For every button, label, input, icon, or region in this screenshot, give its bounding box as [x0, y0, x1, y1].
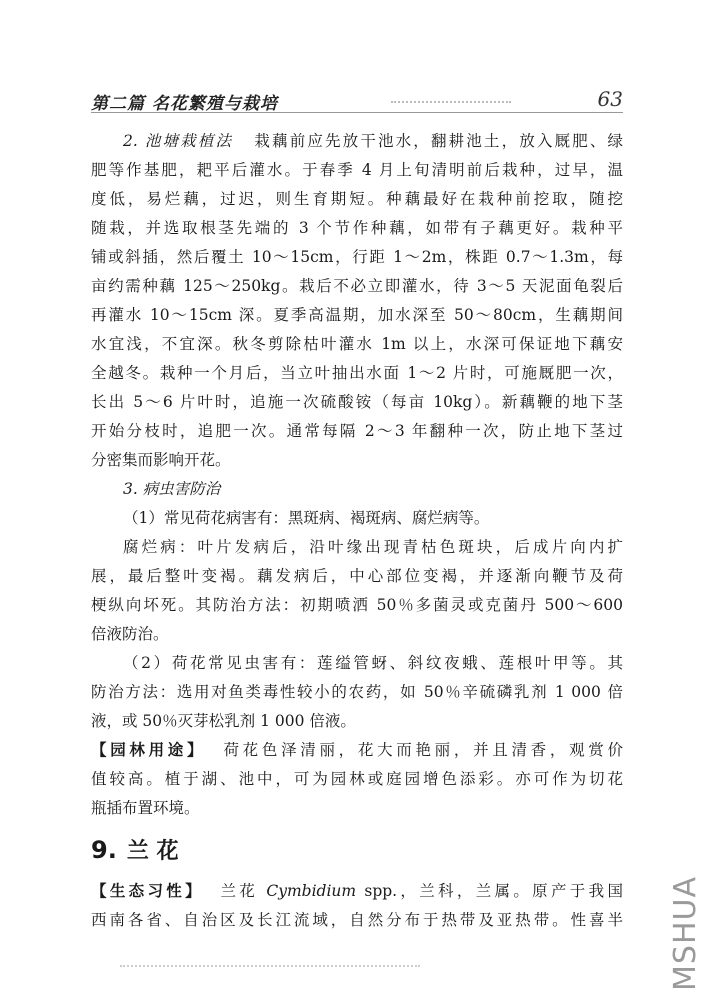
paragraph-line: 腐烂病：叶片发病后，沿叶缘出现青枯色斑块，后成片向内扩	[123, 538, 623, 556]
garden-use-label: 【园林用途】	[91, 741, 207, 759]
subsection-heading: 2. 池塘栽植法	[123, 132, 234, 150]
paragraph-line: 亩约需种藕 125～250kg。栽后不必立即灌水，待 3～5 天泥面龟裂后	[91, 277, 623, 295]
paragraph-line: 再灌水 10～15cm 深。夏季高温期，加水深至 50～80cm，生藕期间	[91, 306, 623, 324]
watermark: MSHUA	[668, 876, 703, 991]
paragraph-line: 液，或 50％灭芽松乳剂 1 000 倍液。	[91, 712, 356, 730]
page-number: 63	[597, 87, 623, 111]
paragraph-line	[91, 736, 623, 765]
paragraph-line: 值较高。植于湖、池中，可为园林或庭园增色添彩。亦可作为切花	[91, 770, 623, 788]
paragraph-text: 栽藕前应先放干池水，翻耕池土，放入厩肥、绿	[254, 132, 623, 150]
paragraph-line: 西南各省、自治区及长江流域，自然分布于热带及亚热带。性喜半	[91, 911, 623, 929]
paragraph-line: 防治方法：选用对鱼类毒性较小的农药，如 50％辛硫磷乳剂 1 000 倍	[91, 683, 623, 701]
paragraph-line: （2）荷花常见虫害有：莲缢管蚜、斜纹夜蛾、莲根叶甲等。其	[123, 654, 623, 672]
footer-dot-marks	[120, 965, 420, 967]
ecology-label: 【生态习性】	[91, 882, 204, 900]
header-rule	[91, 112, 623, 113]
running-header-title: 第二篇 名花繁殖与栽培	[91, 94, 278, 114]
paragraph-line: 开始分枝时，追肥一次。通常每隔 2～3 年翻种一次，防止地下茎过	[91, 422, 623, 440]
paragraph-line: 长出 5～6 片叶时，追施一次硫酸铵（每亩 10kg）。新藕鞭的地下茎	[91, 393, 623, 411]
paragraph-text: 荷花色泽清丽，花大而艳丽，并且清香，观赏价	[223, 741, 623, 759]
paragraph-line: 度低，易烂藕，过迟，则生育期短。种藕最好在栽种前挖取，随挖	[91, 190, 623, 208]
paragraph-line	[91, 877, 623, 906]
paragraph-line	[91, 127, 623, 156]
paragraph-line: 全越冬。栽种一个月后，当立叶抽出水面 1～2 片时，可施厩肥一次，	[91, 364, 623, 382]
section-heading	[91, 823, 623, 877]
latin-genus: Cymbidium	[266, 882, 357, 900]
paragraph-line: 倍液防治。	[91, 625, 169, 643]
paragraph-text: 兰花	[220, 882, 259, 900]
section-number: 9.	[91, 836, 117, 864]
page-body	[91, 127, 623, 935]
running-header	[91, 89, 623, 113]
paragraph-line: 梗纵向坏死。其防治方法：初期喷洒 50％多菌灵或克菌丹 500～600	[91, 596, 623, 614]
section-title: 兰 花	[126, 839, 179, 864]
paragraph-line: 铺或斜插，然后覆土 10～15cm，行距 1～2m，株距 0.7～1.3m，每	[91, 248, 623, 266]
paragraph-line: 水宜浅，不宜深。秋冬剪除枯叶灌水 1m 以上，水深可保证地下藕安	[91, 335, 623, 353]
header-dot-leader	[391, 101, 511, 105]
paragraph-line: 瓶插布置环境。	[91, 799, 200, 817]
subsection-heading: 3. 病虫害防治	[123, 480, 221, 498]
paragraph-line: （1）常见荷花病害有：黑斑病、褐斑病、腐烂病等。	[123, 509, 490, 527]
paragraph-line: 展，最后整叶变褐。藕发病后，中心部位变褐，并逐渐向鞭节及荷	[91, 567, 623, 585]
paragraph-line: 肥等作基肥，耙平后灌水。于春季 4 月上旬清明前后栽种，过早，温	[91, 161, 623, 179]
paragraph-text: spp.，兰科，兰属。原产于我国	[364, 882, 623, 900]
paragraph-line: 随栽，并选取根茎先端的 3 个节作种藕，如带有子藕更好。栽种平	[91, 219, 623, 237]
paragraph-line: 分密集而影响开花。	[91, 451, 231, 469]
